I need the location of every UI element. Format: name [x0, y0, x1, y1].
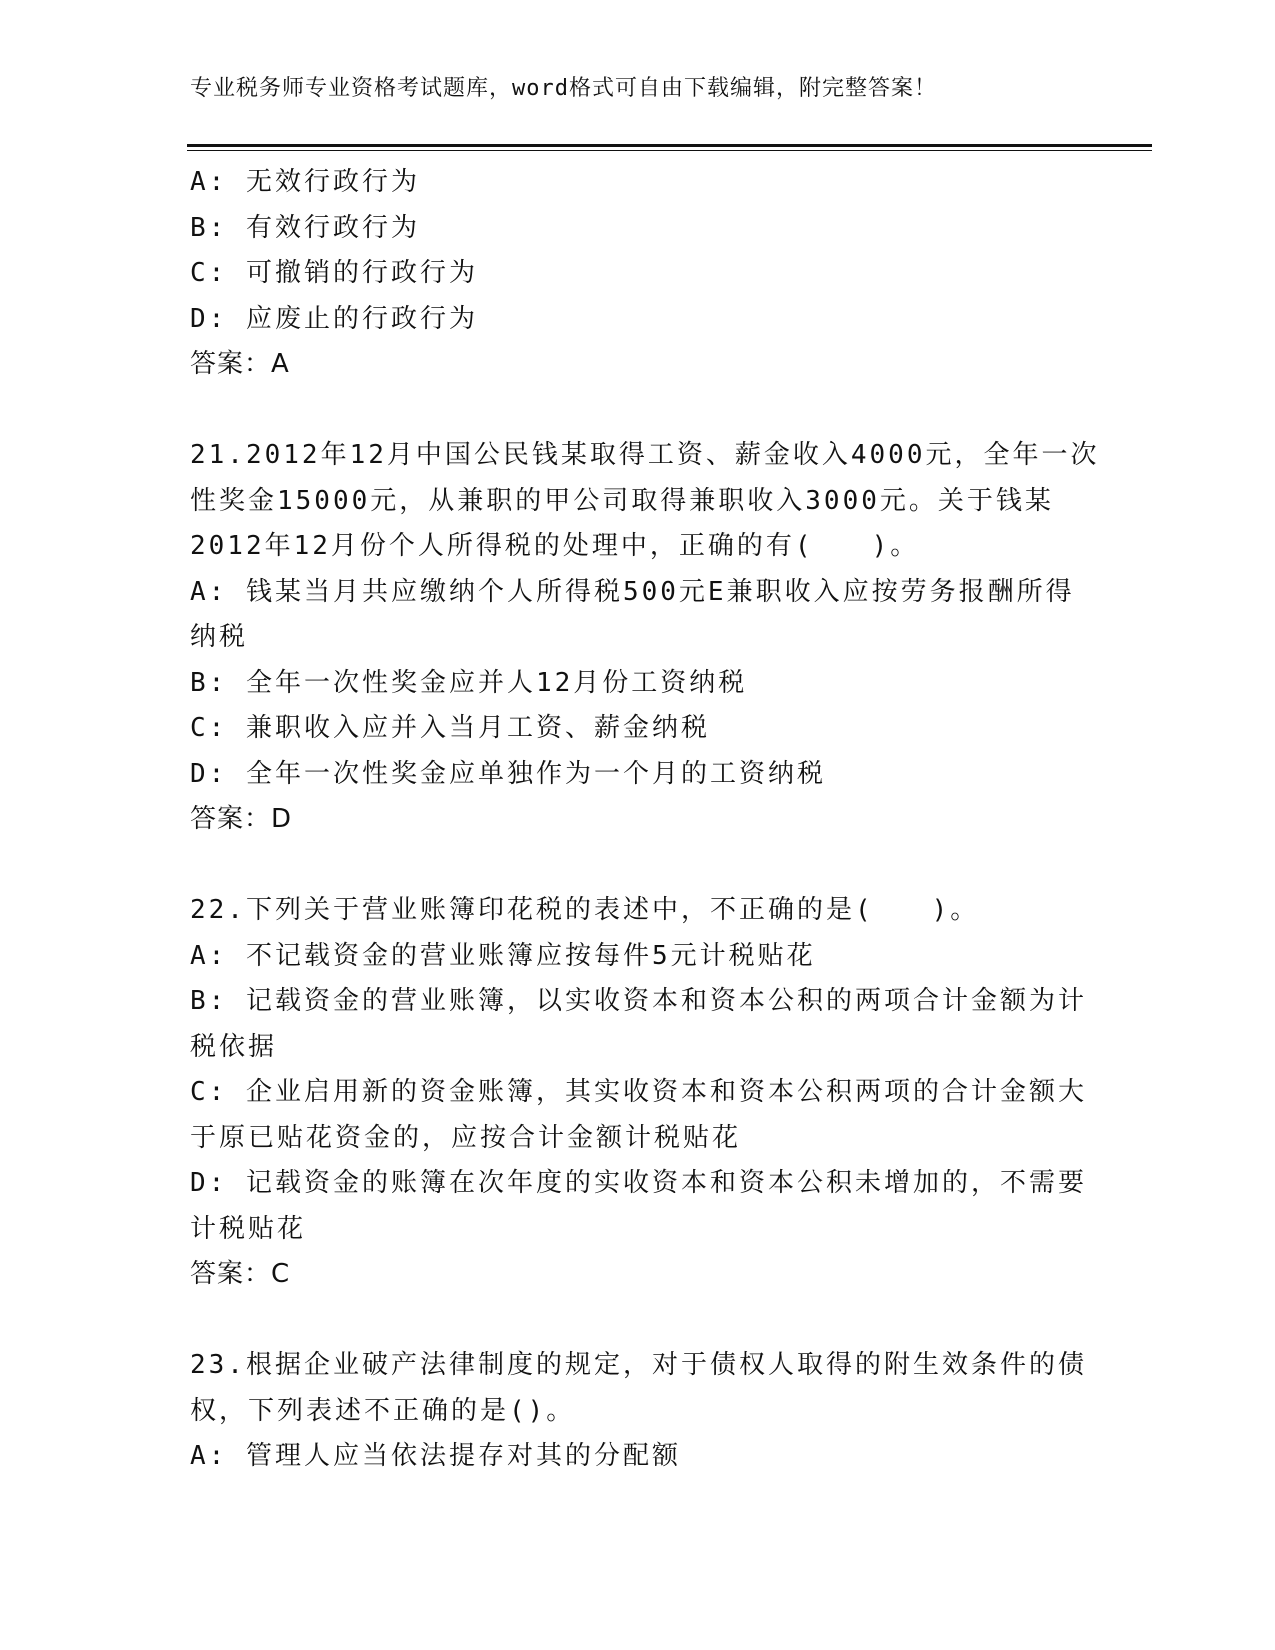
option-a: A: 钱某当月共应缴纳个人所得税500元E兼职收入应按劳务报酬所得	[190, 576, 1075, 607]
option-a: A: 不记载资金的营业账簿应按每件5元计税贴花	[190, 940, 816, 971]
option-a: A: 无效行政行为	[190, 167, 420, 197]
option-a: A: 管理人应当依法提存对其的分配额	[190, 1441, 681, 1471]
option-d: D: 应废止的行政行为	[190, 303, 478, 334]
answer: 答案：C	[190, 1259, 291, 1289]
spacer	[190, 388, 1090, 434]
question-23	[190, 1343, 1090, 1480]
option-b-continued: 税依据	[190, 1031, 278, 1062]
page-header: 专业税务师专业资格考试题库，word格式可自由下载编辑，附完整答案！	[190, 76, 937, 101]
option-c: C: 兼职收入应并入当月工资、薪金纳税	[190, 713, 710, 743]
question-stem-line: 22.下列关于营业账簿印花税的表述中，不正确的是( )。	[190, 895, 980, 925]
option-b: B: 有效行政行为	[190, 212, 420, 243]
document-body	[190, 160, 1100, 1480]
spacer	[190, 1298, 1090, 1344]
option-d-continued: 计税贴花	[190, 1213, 307, 1244]
spacer	[190, 843, 1090, 889]
header-rule-thin	[187, 150, 1152, 151]
option-c: C: 可撤销的行政行为	[190, 258, 478, 288]
question-stem-line: 2012年12月份个人所得税的处理中，正确的有( )。	[190, 531, 920, 561]
option-c-continued: 于原已贴花资金的，应按合计金额计税贴花	[190, 1122, 742, 1153]
option-d: D: 全年一次性奖金应单独作为一个月的工资纳税	[190, 758, 826, 789]
question-stem-line: 权，下列表述不正确的是()。	[190, 1395, 576, 1426]
question-21	[190, 433, 1100, 843]
question-22	[190, 888, 1090, 1298]
header-rule	[187, 144, 1152, 147]
option-c: C: 企业启用新的资金账簿，其实收资本和资本公积两项的合计金额大	[190, 1077, 1087, 1107]
question-stem-line: 性奖金15000元，从兼职的甲公司取得兼职收入3000元。关于钱某	[190, 485, 1054, 516]
option-d: D: 记载资金的账簿在次年度的实收资本和资本公积未增加的，不需要	[190, 1168, 1087, 1198]
question-20-options	[190, 160, 1090, 388]
answer: 答案：A	[190, 349, 290, 379]
option-b: B: 全年一次性奖金应并人12月份工资纳税	[190, 667, 748, 698]
question-stem-line: 21.2012年12月中国公民钱某取得工资、薪金收入4000元，全年一次	[190, 440, 1100, 470]
answer: 答案：D	[190, 804, 293, 834]
option-a-continued: 纳税	[190, 622, 249, 652]
question-stem-line: 23.根据企业破产法律制度的规定，对于债权人取得的附生效条件的债	[190, 1350, 1087, 1380]
option-b: B: 记载资金的营业账簿，以实收资本和资本公积的两项合计金额为计	[190, 986, 1087, 1016]
